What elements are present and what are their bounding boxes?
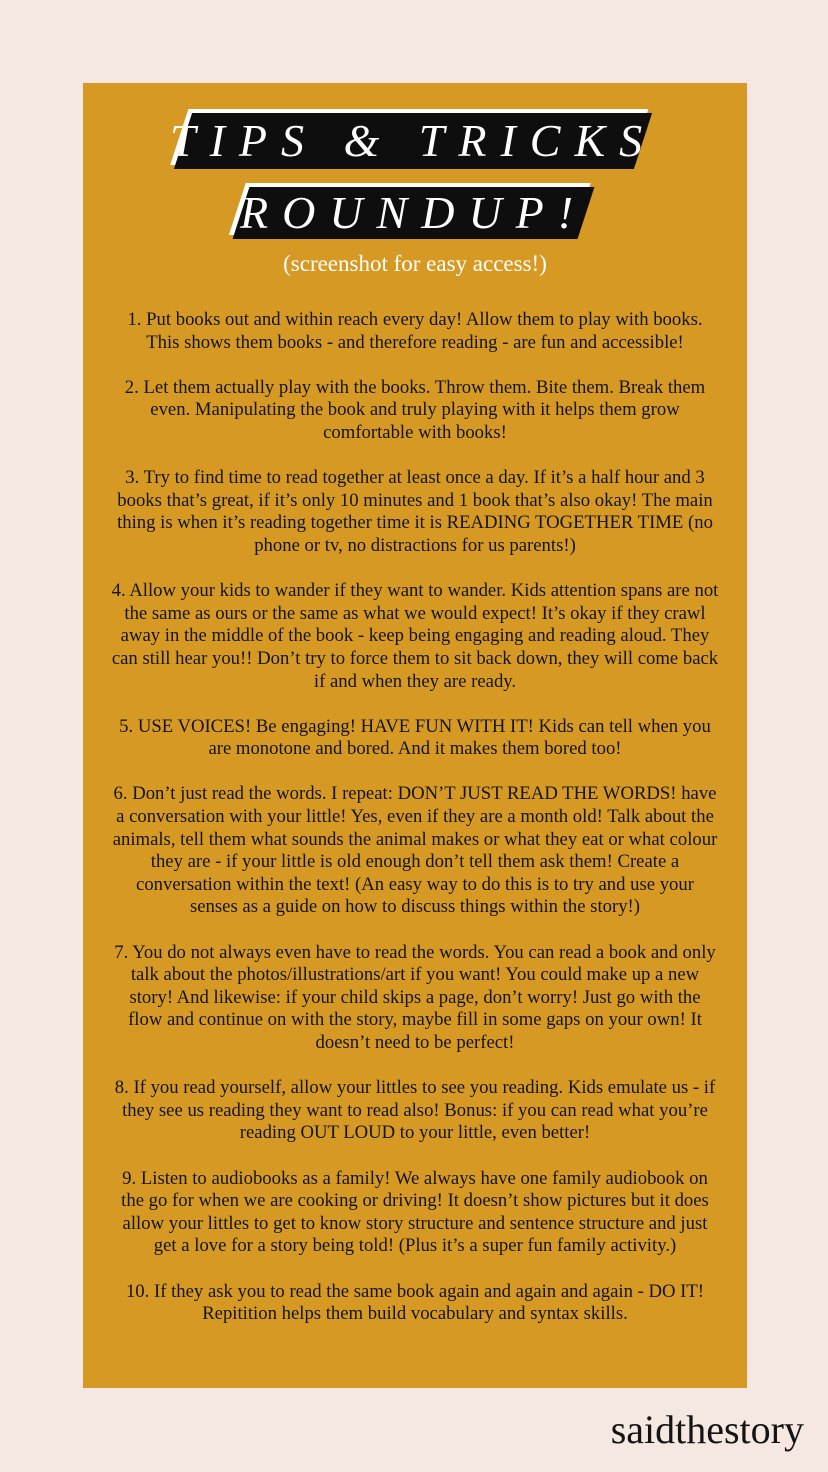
title-line1: TIPS & TRICKS bbox=[169, 115, 657, 166]
tip-item-10: 10. If they ask you to read the same book again and again and again - DO IT! Repitition helps them build vocabulary and syntax skills. bbox=[125, 1280, 705, 1325]
subtitle: (screenshot for easy access!) bbox=[283, 251, 547, 276]
tip-item-9: 9. Listen to audiobooks as a family! We always have one family audiobook on the go for when we are cooking or driving! It doesn’t show pictures but it does allow your littles to get to know story structure and sentence structure and just get a love for a story being told! (Plus it’s a super fun family activity.) bbox=[121, 1167, 709, 1257]
tip-item-6: 6. Don’t just read the words. I repeat: DON’T JUST READ THE WORDS! have a conversation with your little! Yes, even if they are a month old! Talk about the animals, tell them what sounds the animal makes or what they eat or what colour they are - if your little is old enough don’t tell them ask them! Create a conversation within the text! (An easy way to do this is to try and use your senses as a guide on how to discuss things within the story!) bbox=[112, 783, 718, 918]
tip-item-4: 4. Allow your kids to wander if they want to wander. Kids attention spans are not the same as ours or the same as what we would expect! It’s okay if they crawl away in the middle of the book - keep being engaging and reading aloud. They can still hear you!! Don’t try to force them to sit back down, they will come back if and when they are ready. bbox=[111, 580, 719, 692]
tip-item-1: 1. Put books out and within reach every day! Allow them to play with books. This shows them books - and therefore reading - are fun and accessible! bbox=[127, 309, 703, 353]
title-banner-line1 bbox=[169, 113, 657, 169]
brand-signature: saidthestory bbox=[610, 1407, 804, 1452]
tips-card bbox=[83, 83, 747, 1388]
tip-item-3: 3. Try to find time to read together at least once a day. If it’s a half hour and 3 books that’s great, if it’s only 10 minutes and 1 book that’s also okay! The main thing is when it’s reading together time it is READING TOGETHER TIME (no phone or tv, no distractions for us parents!) bbox=[117, 467, 713, 556]
tip-item-8: 8. If you read yourself, allow your littles to see you reading. Kids emulate us - if they see us reading they want to read also! Bonus: if you can read what you’re reading OUT LOUD to your little, even better! bbox=[114, 1077, 716, 1144]
tip-item-7: 7. You do not always even have to read the words. You can read a book and only talk about the photos/illustrations/art if you want! You could make up a new story! And likewise: if your child skips a page, don’t worry! Just go with the flow and continue on with the story, maybe fill in some gaps on your own! It doesn’t need to be perfect! bbox=[114, 941, 716, 1053]
title-line2: ROUNDUP! bbox=[239, 187, 588, 238]
tip-item-2: 2. Let them actually play with the books. Throw them. Bite them. Break them even. Manipulating the book and truly playing with it helps them grow comfortable with books! bbox=[124, 376, 706, 443]
tips-list bbox=[111, 309, 719, 1348]
title-banner-line2 bbox=[233, 187, 595, 239]
tip-item-5: 5. USE VOICES! Be engaging! HAVE FUN WITH IT! Kids can tell when you are monotone and bored. And it makes them bored too! bbox=[119, 715, 711, 760]
